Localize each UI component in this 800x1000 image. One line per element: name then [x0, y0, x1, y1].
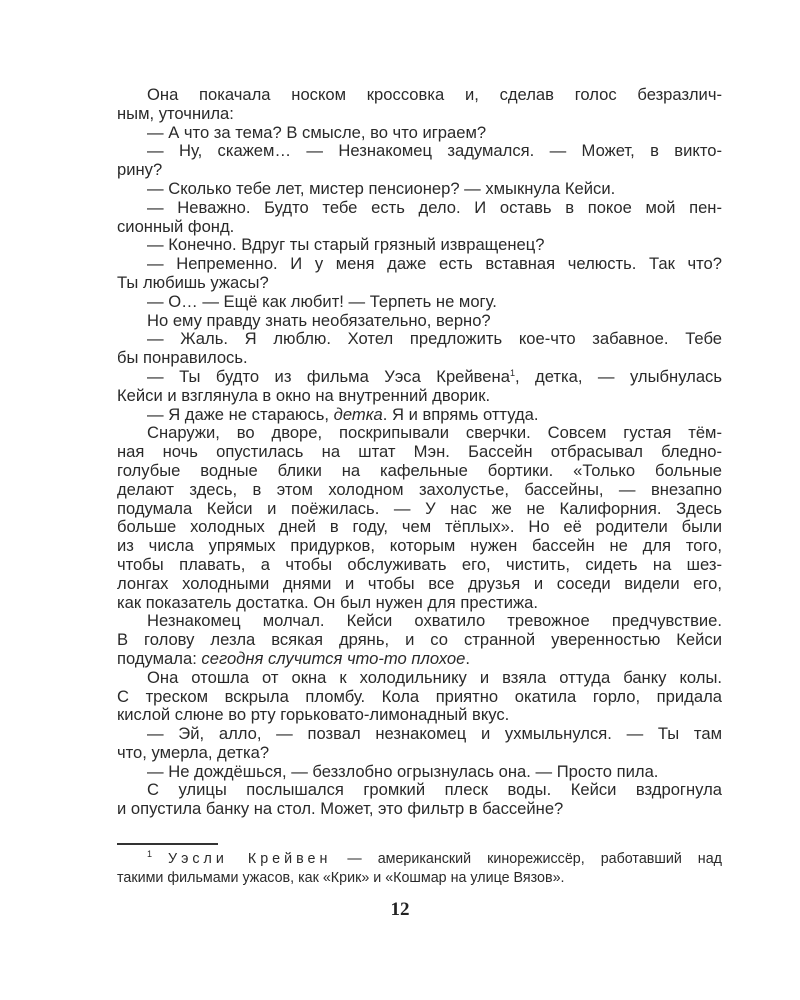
text-line: — А что за тема? В смысле, во что играем? — [147, 122, 487, 142]
text-line: Кейси и взглянула в окно на внутренний дворик. — [117, 385, 491, 405]
text-line: — Сколько тебе лет, мистер пенсионер? — хмыкнула Кейси. — [147, 178, 616, 198]
text-line — [117, 650, 722, 669]
text-line: бы понравилось. — [117, 348, 248, 368]
text-line: Она покачала носком кроссовка и, сделав голос безразлич- — [147, 85, 722, 104]
text-line: Снаружи, во дворе, поскрипывали сверчки. Совсем густая тём- — [147, 423, 722, 443]
text-line: С треском вскрыла пломбу. Кола приятно окатила горло, придала — [117, 686, 722, 706]
text-line: — Непременно. И у меня даже есть вставная челюсть. Так что? — [147, 254, 722, 274]
text-line — [117, 368, 722, 387]
text-line: лонгах холодными днями и чтобы все друзья и соседи видели его, — [117, 573, 722, 593]
page-number: 12 — [390, 899, 410, 920]
text-line: что, умерла, детка? — [117, 742, 270, 762]
text-line: Ты любишь ужасы? — [117, 272, 269, 292]
text-line: — Эй, алло, — позвал незнакомец и ухмыльнулся. — Ты там — [147, 724, 722, 744]
text-segment: . Я и впрямь оттуда. — [382, 404, 539, 424]
text-line: ная ночь опустилась на штат Мэн. Бассейн отбрасывал бледно- — [117, 442, 722, 462]
footnote-divider — [117, 843, 218, 845]
text-line: Но ему правду знать необязательно, верно? — [147, 310, 491, 330]
italic-text: сегодня случится что-то плохое — [201, 648, 466, 668]
text-line: сионный фонд. — [117, 216, 235, 236]
text-line: Незнакомец молчал. Кейси охватило тревожное предчувствие. — [147, 611, 722, 631]
footnote — [117, 850, 722, 888]
text-line: и опустила банку на стол. Может, это фильтр в бассейне? — [117, 799, 564, 819]
text-line: рину? — [117, 160, 163, 180]
text-segment: — Ты будто из фильма Уэса Крейвена — [147, 366, 510, 386]
text-line: кислой слюне во рту горьковато-лимонадный вкус. — [117, 705, 510, 725]
body-text — [117, 86, 722, 819]
footnote-reference: 1 — [509, 367, 515, 378]
text-segment: . — [465, 648, 470, 668]
text-line: — О… — Ещё как любит! — Терпеть не могу. — [147, 291, 497, 311]
text-line: как показатель достатка. Он был нужен для престижа. — [117, 592, 538, 612]
text-segment: подумала: — [117, 648, 202, 668]
text-line — [117, 406, 722, 425]
footnote-text: — американский кинорежиссёр, работавший над — [331, 851, 722, 867]
text-line: чтобы плавать, а чтобы обслуживать его, чистить, сидеть на шез- — [117, 554, 722, 574]
footnote-line — [117, 850, 722, 869]
text-line: Она отошла от окна к холодильнику и взяла оттуда банку колы. — [147, 667, 722, 687]
footnote-name: Уэсли Крейвен — [168, 851, 332, 867]
text-line: делают здесь, в этом холодном захолустье, бассейны, — внезапно — [117, 479, 722, 499]
text-segment: — Я даже не стараюсь, — [147, 404, 334, 424]
text-line: — Неважно. Будто тебе есть дело. И оставь в покое мой пен- — [147, 197, 722, 217]
text-line: ным, уточнила: — [117, 103, 234, 123]
text-line: В голову лезла всякая дрянь, и со странной уверенностью Кейси — [117, 630, 722, 650]
text-line: из числа упрямых придурков, которым нужен бассейн не для того, — [117, 536, 722, 556]
text-line: — Жаль. Я люблю. Хотел предложить кое-что забавное. Тебе — [147, 329, 722, 349]
text-line: — Не дождёшься, — беззлобно огрызнулась она. — Просто пила. — [147, 761, 659, 781]
italic-text: детка — [333, 404, 383, 424]
text-line: С улицы послышался громкий плеск воды. Кейси вздрогнула — [147, 780, 722, 800]
text-line: голубые водные блики на кафельные бортики. «Только больные — [117, 460, 722, 480]
footnote-line: такими фильмами ужасов, как «Крик» и «Кошмар на улице Вязов». — [117, 870, 565, 886]
text-line: — Конечно. Вдруг ты старый грязный извращенец? — [147, 235, 545, 255]
footnote-marker: 1 — [147, 849, 153, 859]
text-line: больше холодных дней в году, чем тёплых». Но её родители были — [117, 517, 722, 537]
text-line: подумала Кейси и поёжилась. — У нас же не Калифорния. Здесь — [117, 498, 722, 518]
text-line: — Ну, скажем… — Незнакомец задумался. — Может, в викто- — [147, 141, 722, 161]
text-segment: , детка, — улыбнулась — [514, 366, 722, 386]
